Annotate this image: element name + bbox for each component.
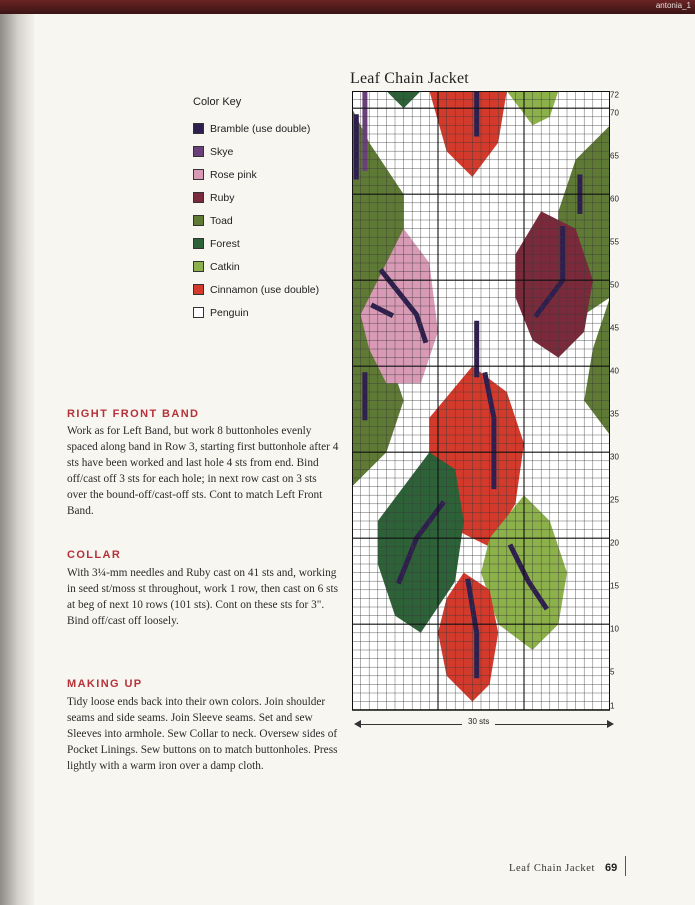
top-bar xyxy=(0,0,695,14)
swatch-rose-icon xyxy=(193,169,204,180)
color-key-label: Bramble (use double) xyxy=(210,122,311,135)
chart-row-label: 15 xyxy=(610,581,619,590)
section-heading-collar: COLLAR xyxy=(67,549,122,561)
color-key-label: Rose pink xyxy=(210,168,257,181)
color-key-label: Penguin xyxy=(210,306,249,319)
swatch-toad-icon xyxy=(193,215,204,226)
color-key-label: Skye xyxy=(210,145,234,158)
chart-row-label: 40 xyxy=(610,366,619,375)
chart-width-label: 30 sts xyxy=(462,717,495,726)
chart-row-label: 25 xyxy=(610,495,619,504)
arrow-right-icon xyxy=(607,720,614,728)
chart-row-label: 5 xyxy=(610,667,615,676)
section-heading-right-front-band: RIGHT FRONT BAND xyxy=(67,408,200,420)
color-key-title: Color Key xyxy=(193,96,242,108)
page-number: 69 xyxy=(605,862,618,874)
knitting-chart-grid xyxy=(352,91,610,711)
swatch-forest-icon xyxy=(193,238,204,249)
swatch-bramble-icon xyxy=(193,123,204,134)
swatch-catkin-icon xyxy=(193,261,204,272)
chart-row-label: 45 xyxy=(610,323,619,332)
chart-row-label: 20 xyxy=(610,538,619,547)
color-key-item xyxy=(193,117,319,140)
section-heading-making-up: MAKING UP xyxy=(67,678,143,690)
chart-row-label: 70 xyxy=(610,108,619,117)
color-key-item xyxy=(193,278,319,301)
color-key-label: Ruby xyxy=(210,191,235,204)
swatch-cinnamon-icon xyxy=(193,284,204,295)
chart-row-label: 35 xyxy=(610,409,619,418)
color-key-label: Cinnamon (use double) xyxy=(210,283,320,296)
watermark: antonia_1 xyxy=(655,1,691,10)
chart-row-label: 10 xyxy=(610,624,619,633)
color-key-item xyxy=(193,140,319,163)
color-key-item xyxy=(193,301,319,324)
chart-row-label: 1 xyxy=(610,701,615,711)
chart-row-label: 60 xyxy=(610,194,619,203)
section-body-making-up: Tidy loose ends back into their own colors. Join shoulder seams and side seams. Join Sleeve seams. Set and sew Sleeves into armhole. Sew Collar to neck. Oversew sides of Pocket Linings. Sew buttons on to match buttonholes. Press lightly with a warm iron over a damp cloth. xyxy=(67,696,338,772)
footer-title: Leaf Chain Jacket xyxy=(509,863,595,874)
chart-title: Leaf Chain Jacket xyxy=(350,70,469,87)
color-key-list xyxy=(193,117,319,324)
chart-row-labels xyxy=(610,91,640,711)
page-gutter xyxy=(0,14,34,905)
chart-row-label: 65 xyxy=(610,151,619,160)
color-key-label: Toad xyxy=(210,214,233,227)
chart-row-label: 55 xyxy=(610,237,619,246)
swatch-skye-icon xyxy=(193,146,204,157)
section-body-right-front-band: Work as for Left Band, but work 8 buttonholes evenly spaced along band in Row 3, starting first buttonhole after 4 sts have been worked and last hole 4 sts from end. Bind off/cast off 3 sts for each hole; in next row cast on 3 sts over the bound-off/cast-off sts. Cont to match Left Front Band. xyxy=(67,425,339,517)
swatch-ruby-icon xyxy=(193,192,204,203)
color-key-item xyxy=(193,232,319,255)
chart-row-label: 30 xyxy=(610,452,619,461)
color-key-label: Forest xyxy=(210,237,240,250)
color-key-item xyxy=(193,209,319,232)
chart-row-label: 50 xyxy=(610,280,619,289)
color-key-label: Catkin xyxy=(210,260,240,273)
chart-row-label: 72 xyxy=(610,90,619,100)
footer-divider xyxy=(625,856,626,876)
section-body-collar: With 3¼-mm needles and Ruby cast on 41 sts and, working in seed st/moss st throughout, work 1 row, then cast on 6 sts at beg of next 10 rows (101 sts). Cont on these sts for 3". Bind off/cast off loosely. xyxy=(67,567,339,627)
color-key-item xyxy=(193,163,319,186)
color-key-item xyxy=(193,255,319,278)
color-key-item xyxy=(193,186,319,209)
swatch-penguin-icon xyxy=(193,307,204,318)
